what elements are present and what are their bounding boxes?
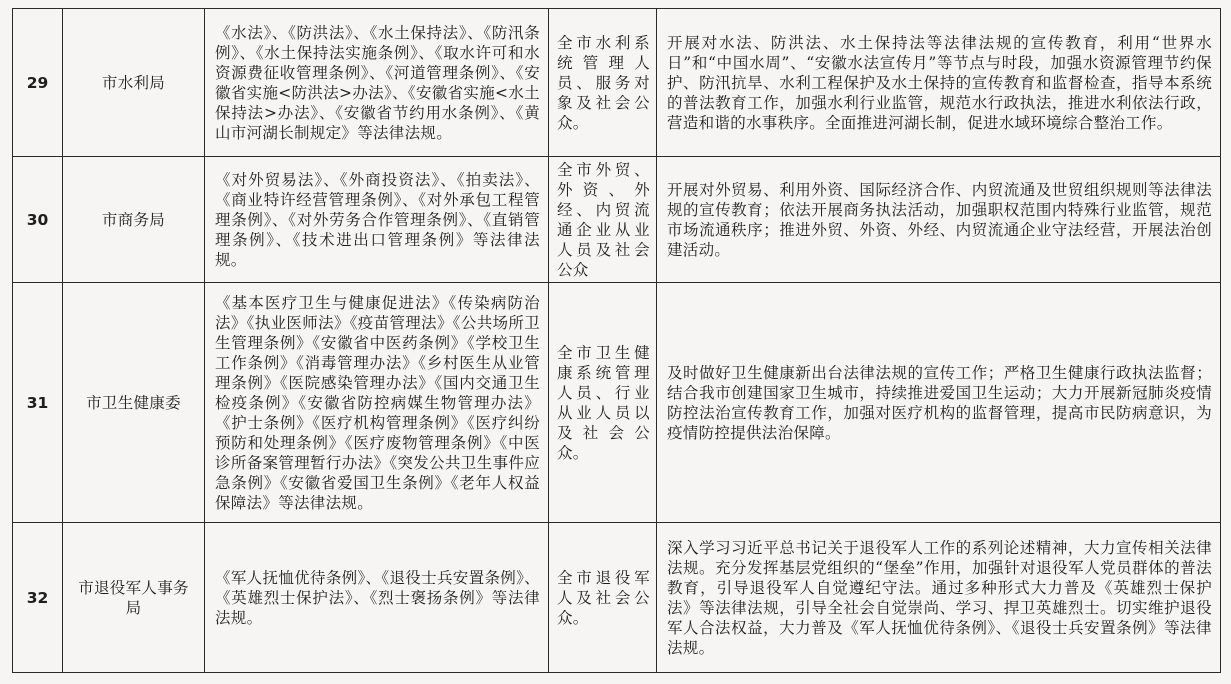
row-number: 31 xyxy=(13,283,63,523)
department-name: 市商务局 xyxy=(101,210,166,229)
laws-text: 《基本医疗卫生与健康促进法》《传染病防治法》《执业医师法》《疫苗管理法》《公共场所卫生管理条例》《安徽省中医药条例》《学校卫生工作条例》《消毒管理办法》《乡村医生从业管理条例》《医院感染管理办法》《国内交通卫生检疫条例》《安徽省防控病媒生物管理办法》《护士条例》《医疗机构管理条例》《医疗纠纷预防和处理条例》《医疗废物管理条例》《中医诊所备案管理暂行办法》《突发公共卫生事件应急条例》《安徽省爱国卫生条例》《老年人权益保障法》等法律法规。 xyxy=(215,293,540,512)
target-audience-text: 全市卫生健康系统管理人员、行业从业人员以及社会公众。 xyxy=(557,343,650,462)
department-cell xyxy=(63,283,205,523)
laws-text: 《水法》、《防洪法》、《水土保持法》、《防汛条例》、《水土保持法实施条例》、《取水许可和水资源费征收管理条例》、《河道管理条例》、《安徽省实施<防洪法>办法》、《安徽省实施<水土保持法>办法》、《安徽省节约用水条例》、《黄山市河湖长制规定》等法律法规。 xyxy=(215,23,540,142)
table-row xyxy=(13,283,1221,523)
target-audience-text: 全市退役军人及社会公众。 xyxy=(557,568,650,627)
content-text: 开展对外贸易、利用外资、国际经济合作、内贸流通及世贸组织规则等法律法规的宣传教育；依法开展商务执法活动，加强职权范围内特殊行业监管，规范市场流通秩序；推进外贸、外资、外经、内贸流通企业守法经营，开展法治创建活动。 xyxy=(667,180,1212,259)
target-audience-text: 全市水利系统管理人员、服务对象及社会公众。 xyxy=(557,33,650,132)
department-name: 市卫生健康委 xyxy=(86,393,181,412)
department-cell xyxy=(63,157,205,283)
department-name: 市水利局 xyxy=(101,73,166,92)
department-cell xyxy=(63,523,205,673)
content-text: 开展对水法、防洪法、水土保持法等法律法规的宣传教育，利用“世界水日”和“中国水周”、“安徽水法宣传月”等节点与时段，加强水资源管理节约保护、防汛抗旱、水利工程保护及水土保持的宣传教育和监督检查，指导本系统的普法教育工作，加强水利行业监管，规范水行政执法，推进水利依法行政，营造和谐的水事秩序。全面推进河湖长制，促进水域环境综合整治工作。 xyxy=(667,33,1212,132)
law-publicity-table xyxy=(12,8,1221,673)
row-number: 32 xyxy=(13,523,63,673)
content-cell xyxy=(657,283,1221,523)
content-cell xyxy=(657,157,1221,283)
laws-text: 《军人抚恤优待条例》、《退役士兵安置条例》、《英雄烈士保护法》、《烈士褒扬条例》等法律法规。 xyxy=(215,568,540,627)
laws-cell xyxy=(205,523,549,673)
table-row xyxy=(13,157,1221,283)
department-cell xyxy=(63,9,205,157)
laws-cell xyxy=(205,283,549,523)
row-number: 30 xyxy=(13,157,63,283)
department-name: 市退役军人事务局 xyxy=(78,578,189,617)
content-cell xyxy=(657,523,1221,673)
table-row xyxy=(13,9,1221,157)
target-audience-cell xyxy=(549,283,657,523)
table-row xyxy=(13,523,1221,673)
target-audience-text: 全市外贸、外资、外经、内贸流通企业从业人员及社会公众 xyxy=(557,160,650,279)
target-audience-cell xyxy=(549,9,657,157)
laws-cell xyxy=(205,157,549,283)
target-audience-cell xyxy=(549,523,657,673)
row-number: 29 xyxy=(13,9,63,157)
target-audience-cell xyxy=(549,157,657,283)
laws-text: 《对外贸易法》、《外商投资法》、《拍卖法》、《商业特许经营管理条例》、《对外承包工程管理条例》、《对外劳务合作管理条例》、《直销管理条例》、《技术进出口管理条例》等法律法规。 xyxy=(215,170,540,269)
content-text: 及时做好卫生健康新出台法律法规的宣传工作；严格卫生健康行政执法监督；结合我市创建国家卫生城市，持续推进爱国卫生运动；大力开展新冠肺炎疫情防控法治宣传教育工作，加强对医疗机构的监督管理，提高市民防病意识，为疫情防控提供法治保障。 xyxy=(667,363,1212,442)
content-text: 深入学习习近平总书记关于退役军人工作的系列论述精神，大力宣传相关法律法规。充分发挥基层党组织的“堡垒”作用，加强针对退役军人党员群体的普法教育，引导退役军人自觉遵纪守法。通过多种形式大力普及《英雄烈士保护法》等法律法规，引导全社会自觉崇尚、学习、捍卫英雄烈士。切实维护退役军人合法权益，大力普及《军人抚恤优待条例》、《退役士兵安置条例》等法律法规。 xyxy=(667,538,1212,657)
laws-cell xyxy=(205,9,549,157)
content-cell xyxy=(657,9,1221,157)
